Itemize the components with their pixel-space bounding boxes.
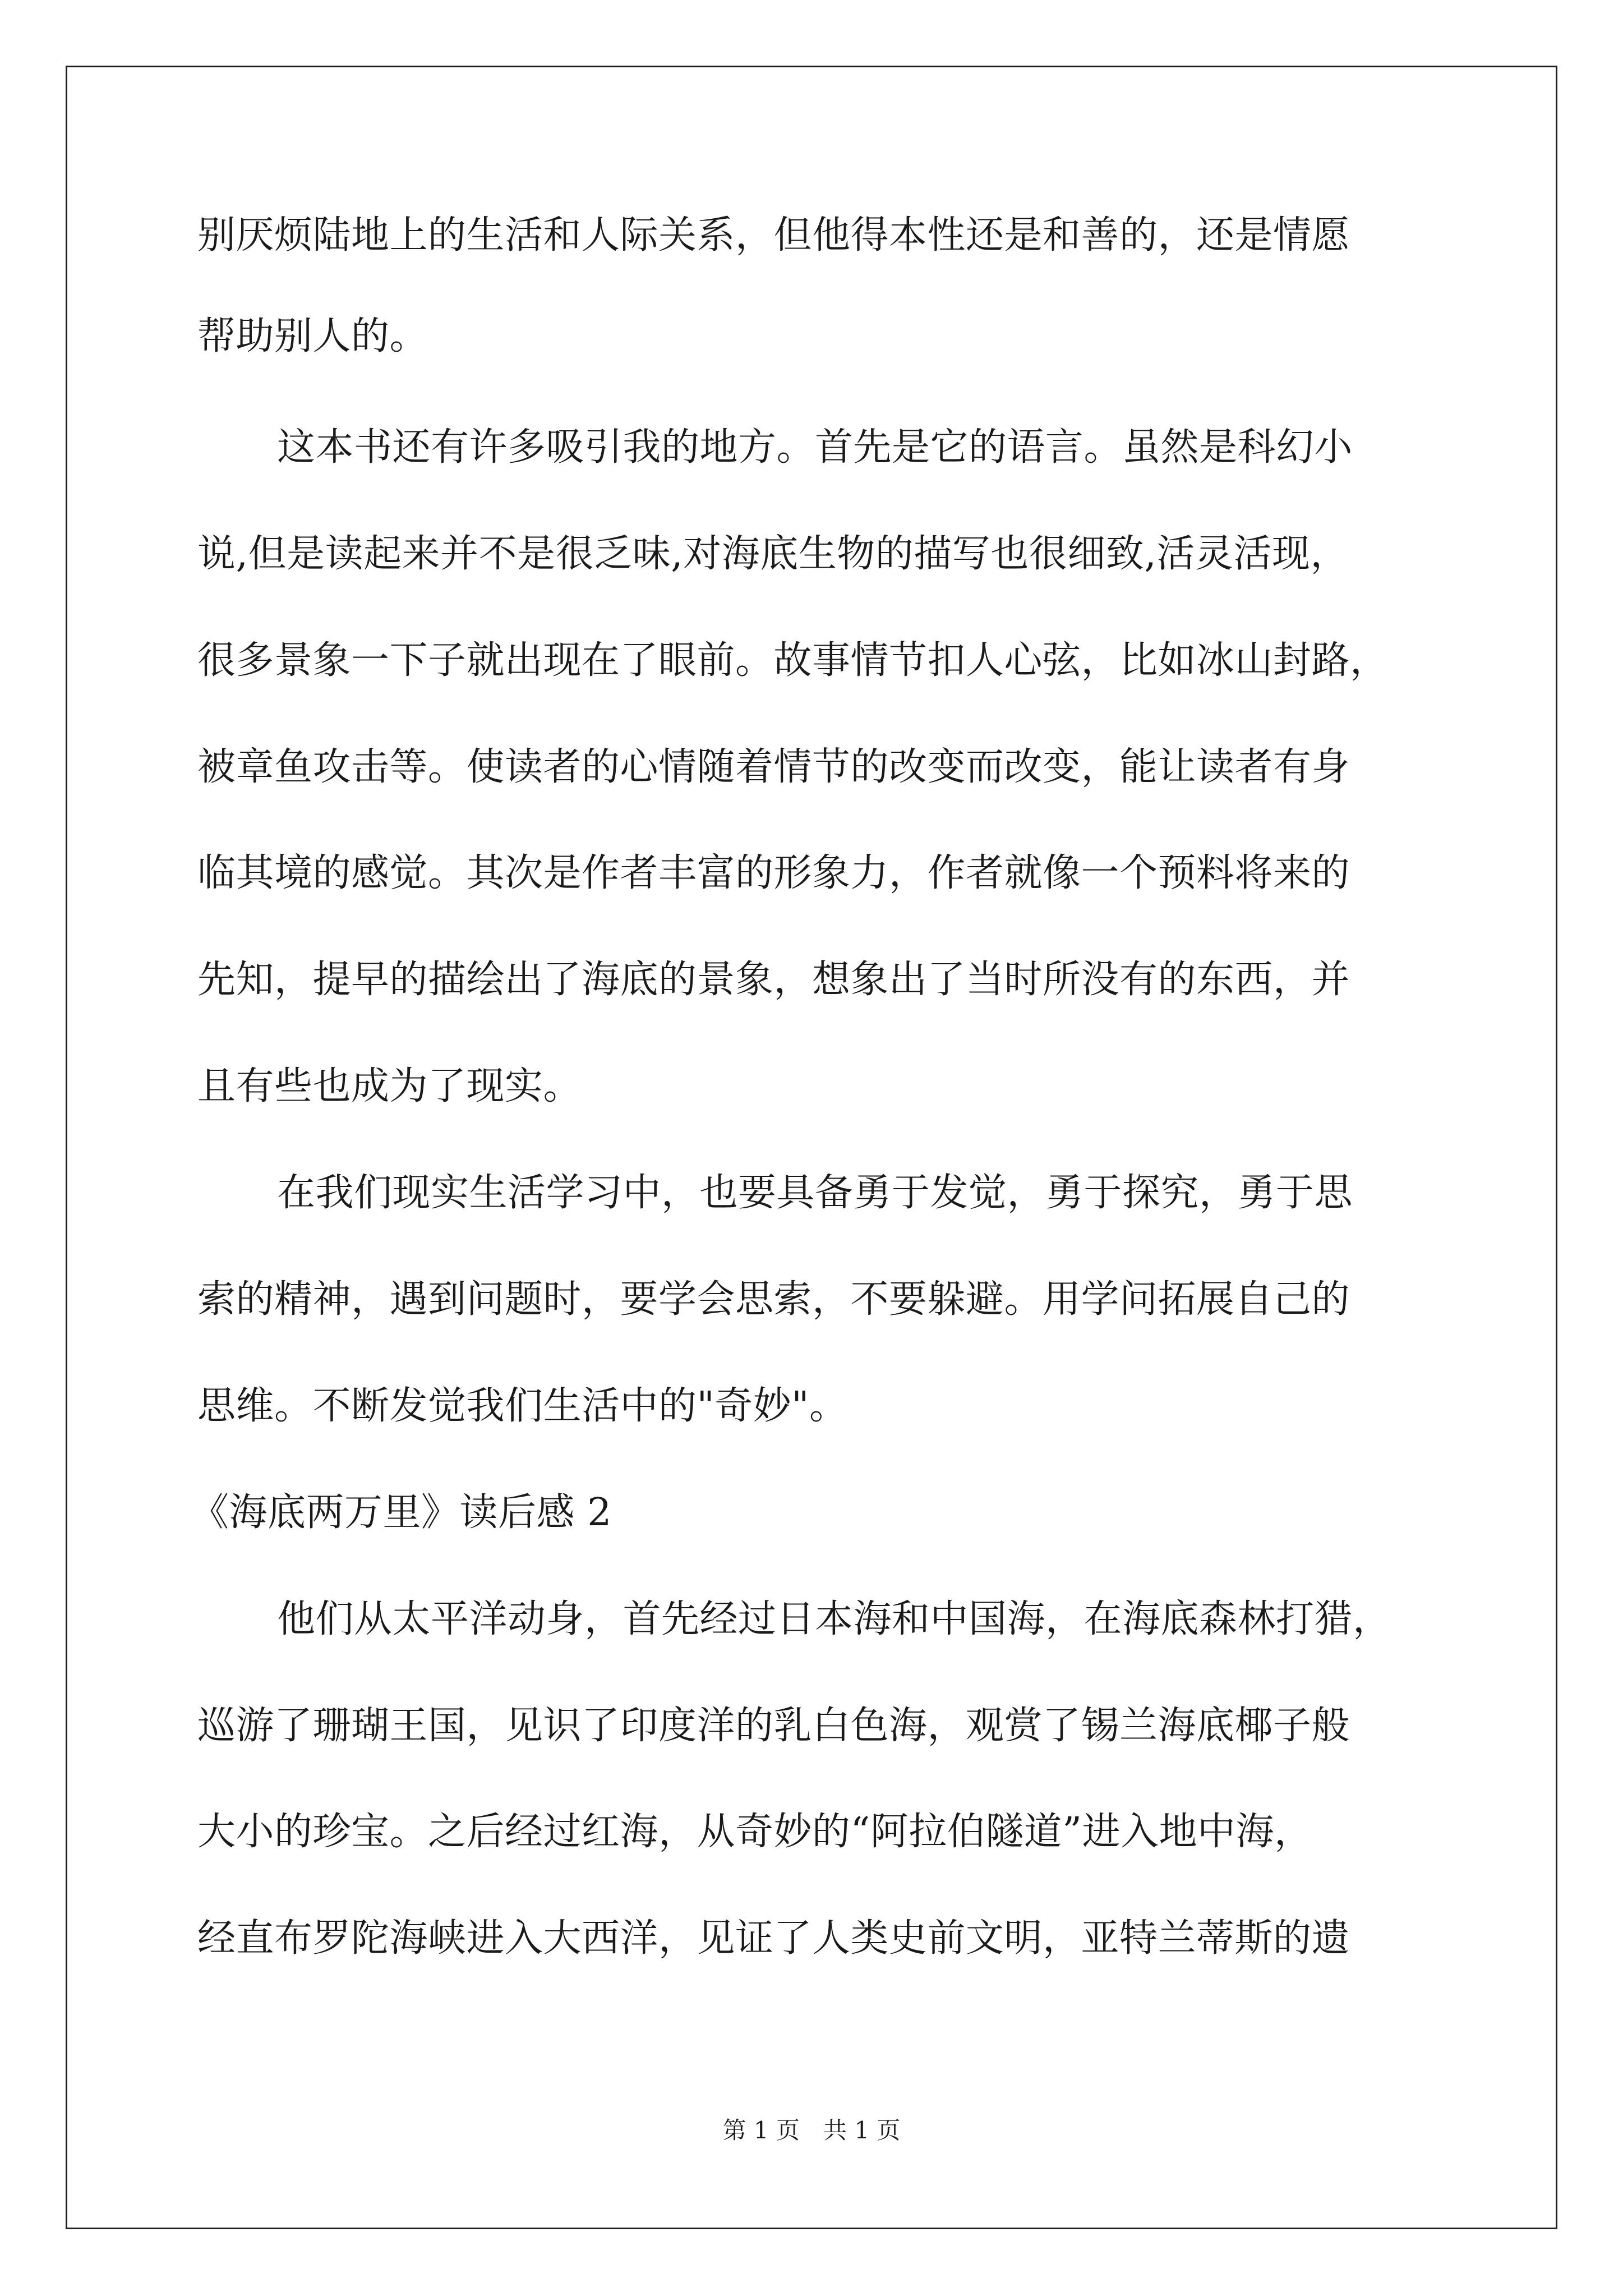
- section-heading: 《海底两万里》读后感 2: [191, 1490, 612, 1535]
- text-line: 说,但是读起来并不是很乏味,对海底生物的描写也很细致,活灵活现，: [197, 532, 1349, 576]
- text-line: 索的精神，遇到问题时，要学会思索，不要躲避。用学问拓展自己的: [197, 1277, 1350, 1322]
- paragraph-start-line: 他们从太平洋动身，首先经过日本海和中国海，在海底森林打猎，: [277, 1597, 1391, 1641]
- text-line: 先知，提早的描绘出了海底的景象，想象出了当时所没有的东西，并: [197, 958, 1350, 1002]
- text-line: 很多景象一下子就出现在了眼前。故事情节扣人心弦，比如冰山封路，: [197, 638, 1389, 683]
- text-line: 帮助别人的。: [197, 314, 428, 358]
- text-line: 且有些也成为了现实。: [197, 1064, 582, 1108]
- page-footer: 第 1 页 共 1 页: [722, 2116, 901, 2144]
- text-line: 别厌烦陆地上的生活和人际关系，但他得本性还是和善的，还是情愿: [197, 213, 1350, 257]
- paragraph-start-line: 这本书还有许多吸引我的地方。首先是它的语言。虽然是科幻小: [277, 425, 1353, 470]
- text-line: 思维。不断发觉我们生活中的"奇妙"。: [197, 1384, 848, 1428]
- text-line: 临其境的感觉。其次是作者丰富的形象力，作者就像一个预料将来的: [197, 851, 1350, 895]
- text-line: 被章鱼攻击等。使读者的心情随着情节的改变而改变，能让读者有身: [197, 745, 1350, 789]
- text-line: 经直布罗陀海峡进入大西洋，见证了人类史前文明，亚特兰蒂斯的遗: [197, 1916, 1350, 1961]
- text-line: 巡游了珊瑚王国，见识了印度洋的乳白色海，观赏了锡兰海底椰子般: [197, 1704, 1350, 1748]
- text-line: 大小的珍宝。之后经过红海，从奇妙的“阿拉伯隧道”进入地中海，: [197, 1810, 1313, 1854]
- paragraph-start-line: 在我们现实生活学习中，也要具备勇于发觉，勇于探究，勇于思: [277, 1171, 1353, 1215]
